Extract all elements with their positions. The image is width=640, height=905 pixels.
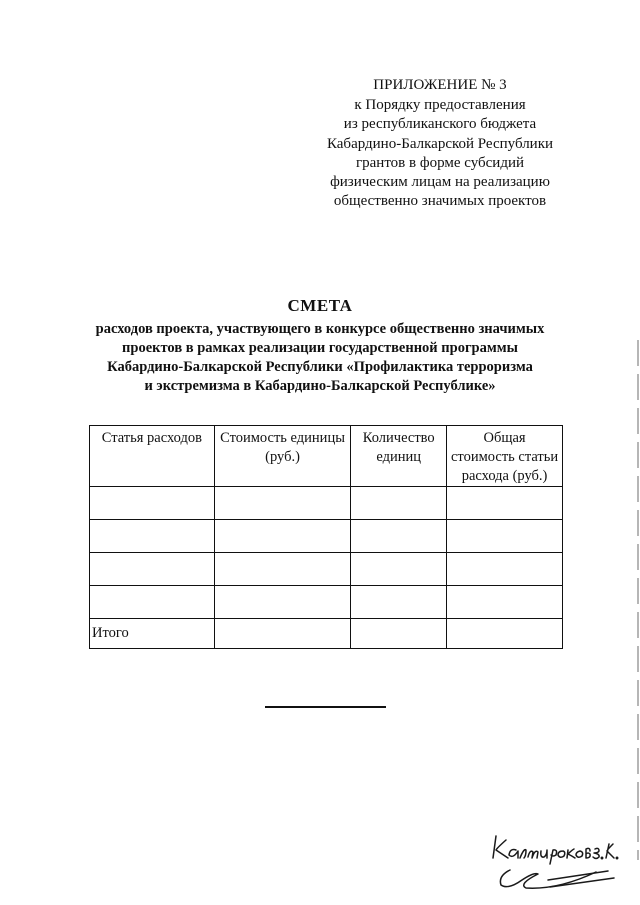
- appendix-title: ПРИЛОЖЕНИЕ № 3: [373, 77, 507, 93]
- table-cell[interactable]: [447, 520, 563, 553]
- smeta-subtitle-line: Кабардино-Балкарской Республики «Профилактика терроризма: [107, 359, 533, 375]
- header-text: Статья расходов: [101, 430, 202, 446]
- appendix-line: грантов в форме субсидий: [355, 154, 525, 171]
- table-row: [90, 520, 563, 553]
- signature-drawing: [488, 830, 628, 900]
- table-cell[interactable]: [214, 586, 351, 619]
- smeta-subtitle-line: проектов в рамках реализации государственной программы: [122, 340, 518, 356]
- table-cell[interactable]: [90, 487, 215, 520]
- table-cell[interactable]: [214, 487, 351, 520]
- total-label: Итого: [90, 619, 215, 649]
- header-total-cost: [447, 426, 563, 487]
- total-row: [90, 619, 563, 649]
- appendix-line: Кабардино-Балкарской Республики: [326, 135, 554, 152]
- smeta-subtitle-line: и экстремизма в Кабардино-Балкарской Республике»: [144, 378, 496, 394]
- header-text: стоимость статьи: [451, 449, 559, 465]
- smeta-block: [60, 296, 580, 396]
- header-quantity: [351, 426, 447, 487]
- header-text: Количество: [362, 430, 435, 446]
- table-cell[interactable]: [447, 553, 563, 586]
- table-row: [90, 586, 563, 619]
- smeta-heading: СМЕТА: [287, 296, 353, 315]
- table-cell[interactable]: [351, 586, 447, 619]
- appendix-block: [290, 76, 590, 211]
- table-cell[interactable]: [214, 520, 351, 553]
- handwritten-signature: [488, 830, 628, 900]
- header-text: Стоимость единицы: [220, 430, 345, 446]
- scan-edge-artifact: [637, 340, 639, 860]
- smeta-subtitle-line: расходов проекта, участвующего в конкурсе общественно значимых: [95, 321, 545, 337]
- header-unit-cost: [214, 426, 351, 487]
- table-cell[interactable]: [214, 619, 351, 649]
- table-cell[interactable]: [351, 487, 447, 520]
- appendix-line: физическим лицам на реализацию: [330, 174, 550, 191]
- header-expense-item: [90, 426, 215, 487]
- table-cell[interactable]: [90, 520, 215, 553]
- table-row: [90, 553, 563, 586]
- table-header-row: [90, 426, 563, 487]
- table-cell[interactable]: [351, 619, 447, 649]
- appendix-line: к Порядку предоставления: [354, 97, 526, 114]
- table-cell[interactable]: [351, 553, 447, 586]
- table-cell[interactable]: [214, 553, 351, 586]
- table-cell[interactable]: [447, 487, 563, 520]
- header-text: расхода (руб.): [461, 468, 548, 484]
- header-text: Общая: [483, 430, 526, 446]
- appendix-line: общественно значимых проектов: [333, 193, 547, 210]
- table-cell[interactable]: [447, 619, 563, 649]
- header-text: единиц: [376, 449, 422, 465]
- table-cell[interactable]: [90, 553, 215, 586]
- table-cell[interactable]: [90, 586, 215, 619]
- table-row: [90, 487, 563, 520]
- table-cell[interactable]: [447, 586, 563, 619]
- appendix-line: из республиканского бюджета: [343, 116, 537, 133]
- table-cell[interactable]: [351, 520, 447, 553]
- budget-table: [89, 425, 563, 649]
- divider-line: [265, 706, 386, 708]
- header-text: (руб.): [265, 449, 300, 465]
